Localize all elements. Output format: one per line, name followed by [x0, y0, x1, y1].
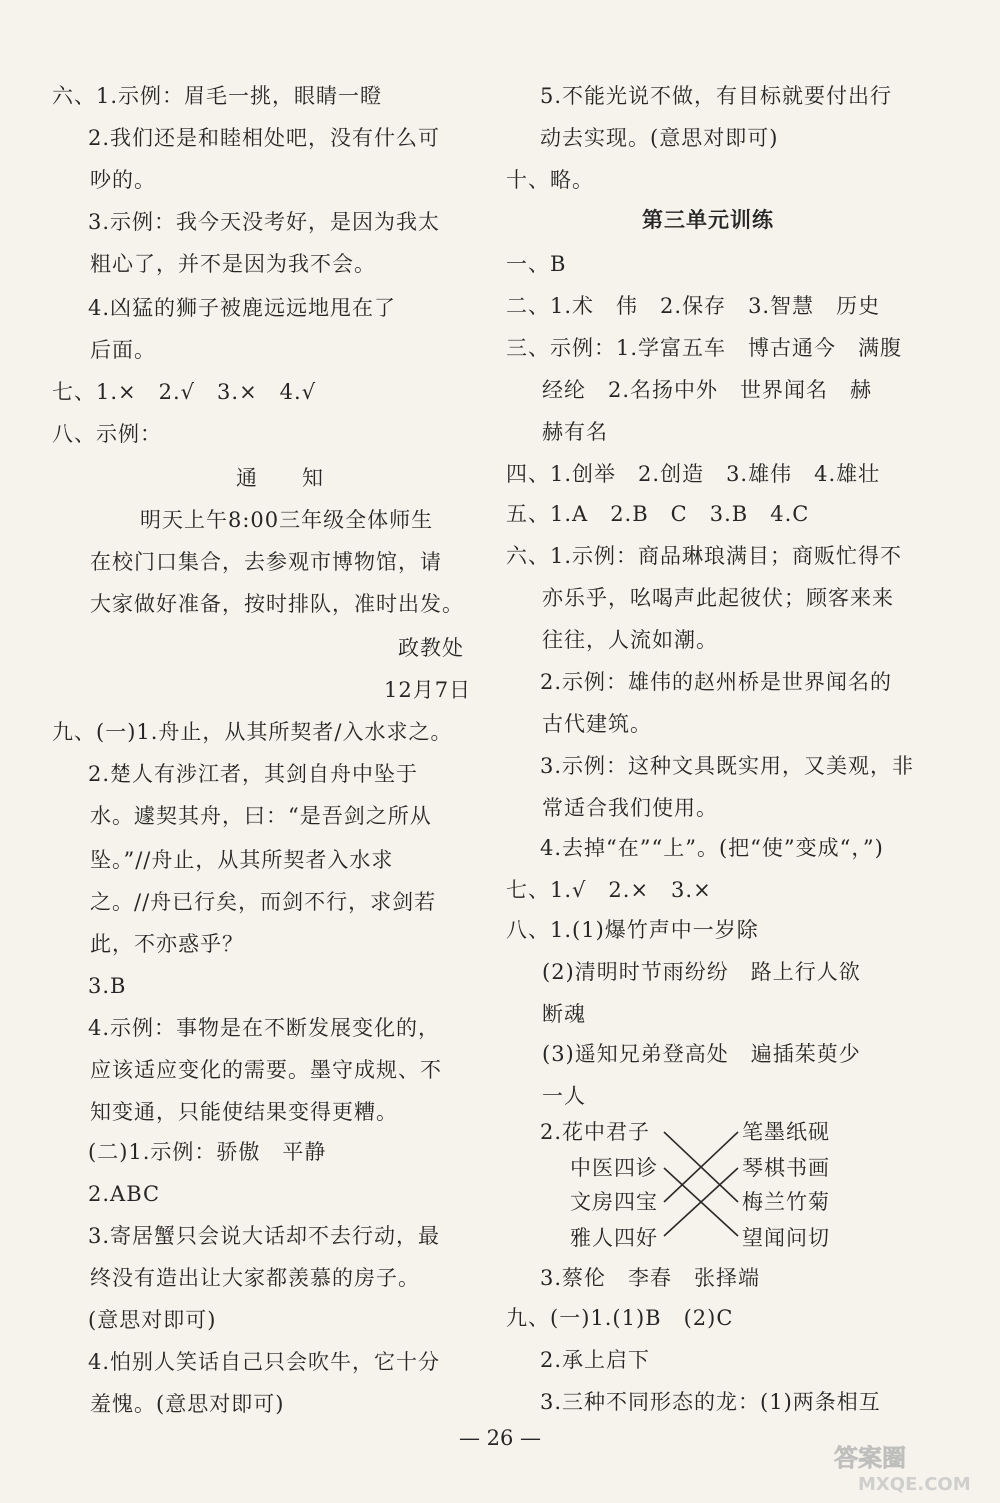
text-line: 2.楚人有涉江者，其剑自舟中坠于	[88, 762, 419, 786]
text-line: 2.我们还是和睦相处吧，没有什么可	[88, 126, 441, 150]
text-line: 3.B	[88, 974, 127, 998]
text-line: 4.示例：事物是在不断发展变化的，	[88, 1016, 441, 1040]
text-line: 二、1.术 伟 2.保存 3.智慧 历史	[506, 294, 881, 318]
text-line: 后面。	[90, 338, 156, 362]
text-line: 3.示例：这种文具既实用，又美观，非	[540, 754, 915, 778]
text-line: 八、1.(1)爆竹声中一岁除	[506, 918, 759, 942]
text-line: 十、略。	[506, 168, 594, 192]
page-number: — 26 —	[458, 1426, 542, 1450]
text-line: 应该适应变化的需要。墨守成规、不	[90, 1058, 442, 1082]
connector-line	[664, 1168, 738, 1236]
text-line: 知变通，只能使结果变得更糟。	[90, 1100, 398, 1124]
text-line: (二)1.示例：骄傲 平静	[88, 1140, 327, 1164]
match-left-item: 中医四诊	[570, 1156, 658, 1180]
text-line: 4.怕别人笑话自己只会吹牛，它十分	[88, 1350, 441, 1374]
text-line: (3)遥知兄弟登高处 遍插茱萸少	[542, 1042, 861, 1066]
match-right-item: 梅兰竹菊	[742, 1190, 830, 1214]
text-line: 2.ABC	[88, 1182, 161, 1206]
text-line: 大家做好准备，按时排队，准时出发。	[90, 592, 464, 616]
text-line: 终没有造出让大家都羡慕的房子。	[90, 1266, 420, 1290]
notice-title: 通 知	[236, 466, 324, 490]
text-line: (意思对即可)	[88, 1308, 217, 1332]
match-left-item: 雅人四好	[570, 1226, 658, 1250]
text-line: 一、B	[506, 252, 567, 276]
text-line: 亦乐乎，吆喝声此起彼伏；顾客来来	[542, 586, 894, 610]
text-line: 五、1.A 2.B C 3.B 4.C	[506, 502, 810, 526]
text-line: 此，不亦惑乎？	[90, 932, 244, 956]
text-line: 明天上午8:00三年级全体师生	[140, 508, 434, 532]
text-line: 粗心了，并不是因为我不会。	[90, 252, 376, 276]
text-line: 3.示例：我今天没考好，是因为我太	[88, 210, 441, 234]
text-line: 九、(一)1.(1)B (2)C	[506, 1306, 734, 1330]
connector-line	[664, 1132, 738, 1202]
text-line: 九、(一)1.舟止，从其所契者/入水求之。	[52, 720, 453, 744]
text-line: 六、1.示例：眉毛一挑，眼睛一瞪	[52, 84, 383, 108]
text-line: 3.蔡伦 李春 张择端	[540, 1266, 761, 1290]
text-line: 3.寄居蟹只会说大话却不去行动，最	[88, 1224, 441, 1248]
notice-date: 12月7日	[384, 678, 472, 702]
svg-text:MXQE.COM: MXQE.COM	[858, 1474, 971, 1495]
text-line: 坠。”//舟止，从其所契者入水求	[90, 848, 394, 872]
notice-signature: 政教处	[398, 636, 464, 660]
text-line: 之。//舟已行矣，而剑不行，求剑若	[90, 890, 437, 914]
text-line: 3.三种不同形态的龙：(1)两条相互	[540, 1390, 881, 1414]
text-line: 三、示例：1.学富五车 博古通今 满腹	[506, 336, 903, 360]
watermark-logo	[828, 1440, 988, 1496]
text-line: 2.承上启下	[540, 1348, 651, 1372]
svg-text:答案圈: 答案圈	[834, 1444, 906, 1472]
connector-line	[664, 1168, 738, 1236]
text-line: 四、1.创举 2.创造 3.雄伟 4.雄壮	[506, 462, 881, 486]
text-line: 一人	[542, 1084, 586, 1108]
match-left-item: 2.花中君子	[540, 1120, 651, 1144]
text-line: 在校门口集合，去参观市博物馆，请	[90, 550, 442, 574]
text-line: 常适合我们使用。	[542, 796, 718, 820]
section-title: 第三单元训练	[642, 208, 774, 232]
text-line: 4.凶猛的狮子被鹿远远地甩在了	[88, 296, 397, 320]
match-left-item: 文房四宝	[570, 1190, 658, 1214]
text-line: 七、1.√ 2.× 3.×	[506, 878, 712, 902]
text-line: 5.不能光说不做，有目标就要付出行	[540, 84, 893, 108]
text-line: 2.示例：雄伟的赵州桥是世界闻名的	[540, 670, 893, 694]
text-line: 八、示例：	[52, 422, 162, 446]
text-line: 水。遽契其舟，曰：“是吾剑之所从	[90, 804, 432, 828]
text-line: 经纶 2.名扬中外 世界闻名 赫	[542, 378, 873, 402]
text-line: 羞愧。(意思对即可)	[90, 1392, 285, 1416]
connector-line	[664, 1132, 738, 1202]
text-line: 七、1.× 2.√ 3.× 4.√	[52, 380, 317, 404]
match-right-item: 琴棋书画	[742, 1156, 830, 1180]
text-line: 赫有名	[542, 420, 608, 444]
text-line: 4.去掉“在”“上”。(把“使”变成“，”)	[540, 836, 884, 860]
text-line: 古代建筑。	[542, 712, 652, 736]
match-right-item: 笔墨纸砚	[742, 1120, 830, 1144]
match-right-item: 望闻问切	[742, 1226, 830, 1250]
text-line: 吵的。	[90, 168, 156, 192]
text-line: (2)清明时节雨纷纷 路上行人欲	[542, 960, 861, 984]
text-line: 断魂	[542, 1002, 586, 1026]
text-line: 动去实现。(意思对即可)	[540, 126, 779, 150]
text-line: 往往，人流如潮。	[542, 628, 718, 652]
text-line: 六、1.示例：商品琳琅满目；商贩忙得不	[506, 544, 903, 568]
